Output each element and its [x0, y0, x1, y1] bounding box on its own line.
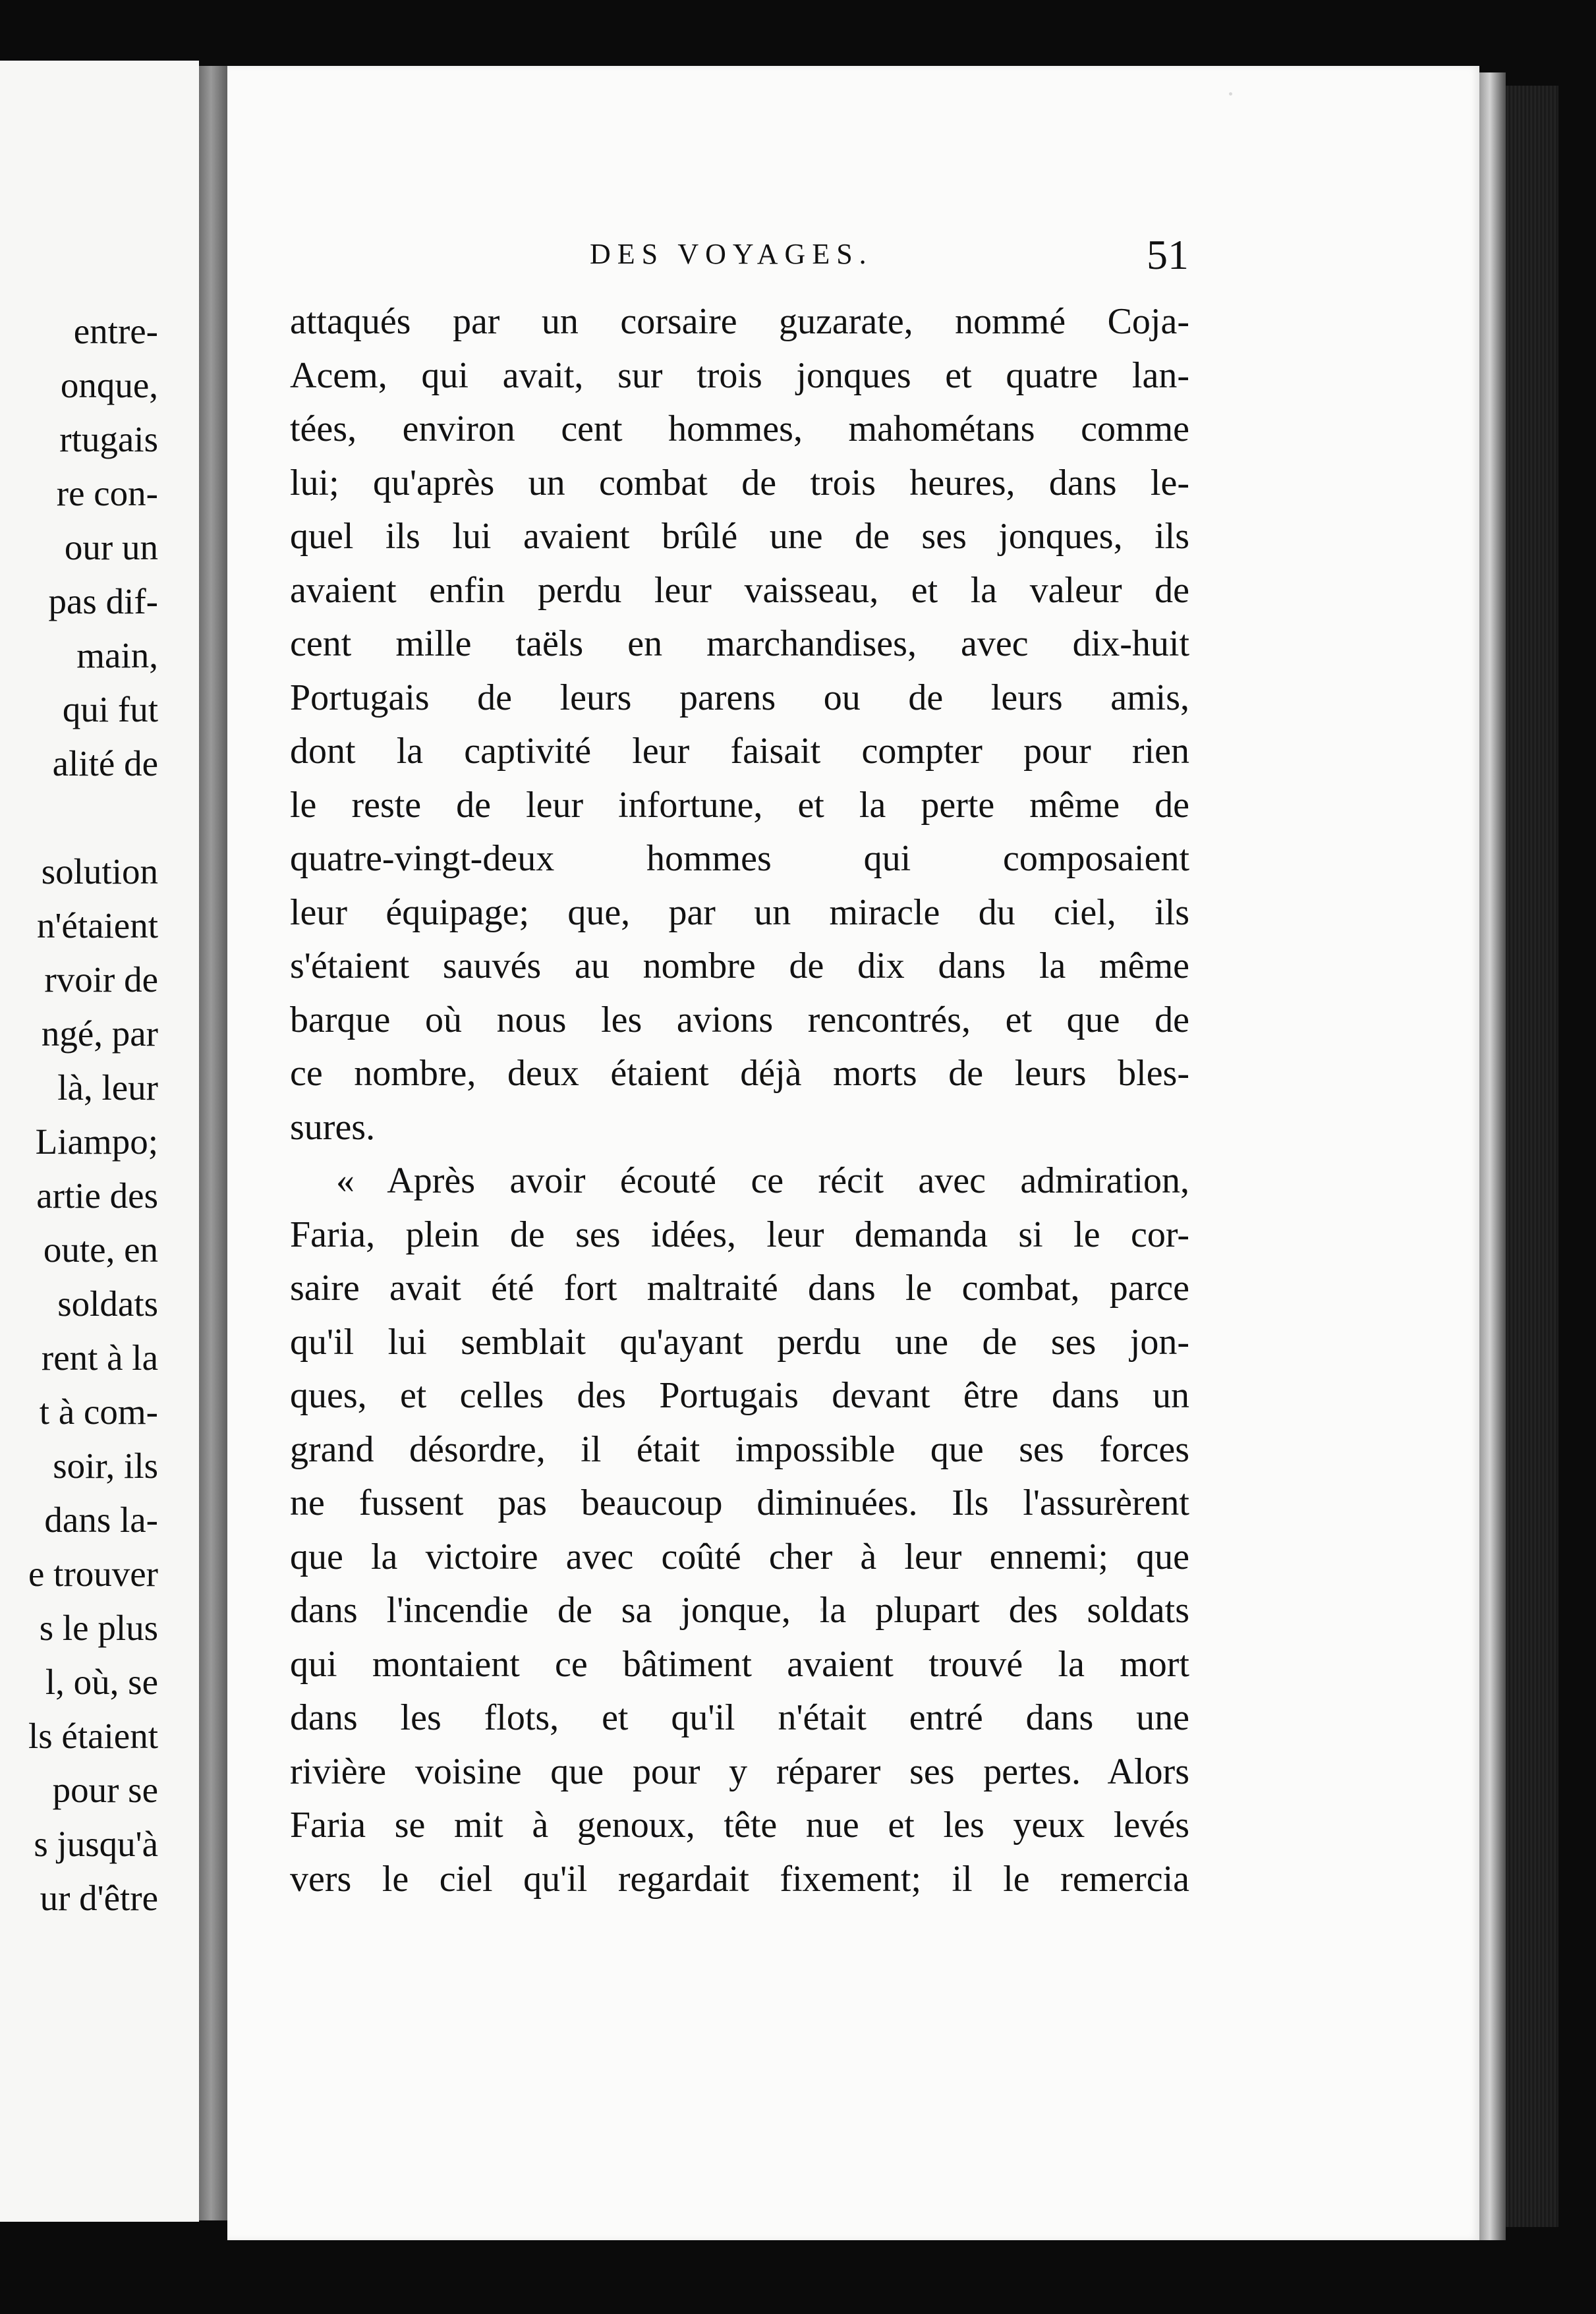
paper-speck [1229, 92, 1232, 96]
text-line: ce nombre, deux étaient déjà morts de leurs bles- [290, 1053, 1189, 1094]
text-line: qui fut [62, 689, 158, 729]
text-line: attaqués par un corsaire guzarate, nommé Coja- [290, 301, 1189, 342]
previous-page-fragment [0, 61, 199, 2222]
text-line: t à com- [39, 1392, 158, 1432]
text-line: quatre-vingt-deux hommes qui composaient [290, 838, 1189, 879]
text-line: n'étaient [37, 905, 158, 945]
text-line: là, leur [57, 1067, 158, 1108]
text-line: le reste de leur infortune, et la perte même de [290, 784, 1189, 826]
text-line: qui montaient ce bâtiment avaient trouvé la mort [290, 1643, 1189, 1685]
text-line: soir, ils [53, 1446, 158, 1486]
text-line: oute, en [43, 1229, 158, 1270]
page-body-text [290, 295, 1189, 1906]
text-line: our un [64, 527, 158, 567]
text-line: barque où nous les avions rencontrés, et que de [290, 999, 1189, 1040]
text-line: l, où, se [45, 1662, 158, 1702]
text-line: lui; qu'après un combat de trois heures, dans le- [290, 462, 1189, 503]
text-line: Acem, qui avait, sur trois jonques et quatre lan- [290, 354, 1189, 396]
previous-page-text [28, 304, 158, 1925]
text-line: dans les flots, et qu'il n'était entré dans une [290, 1697, 1189, 1738]
text-line: ne fussent pas beaucoup diminuées. Ils l'assurèrent [290, 1482, 1189, 1523]
text-line: dont la captivité leur faisait compter pour rien [290, 731, 1189, 772]
text-line: s le plus [39, 1608, 158, 1648]
text-line: rvoir de [44, 959, 158, 1000]
text-line: pour se [52, 1770, 158, 1810]
text-line: quel ils lui avaient brûlé une de ses jonques, ils [290, 516, 1189, 557]
text-line: onque, [60, 365, 158, 405]
text-line: saire avait été fort maltraité dans le combat, parce [290, 1268, 1189, 1309]
running-head: DES VOYAGES. [590, 238, 873, 270]
text-line: pas dif- [48, 581, 158, 621]
text-line: « Après avoir écouté ce récit avec admiration, [336, 1160, 1189, 1201]
text-line: ls étaient [28, 1716, 158, 1756]
text-line: Liampo; [35, 1121, 158, 1162]
text-line: avaient enfin perdu leur vaisseau, et la valeur de [290, 569, 1189, 611]
text-line: rent à la [41, 1338, 158, 1378]
text-line: dans l'incendie de sa jonque, la plupart des soldats [290, 1590, 1189, 1631]
text-line: artie des [36, 1175, 158, 1216]
text-line: main, [76, 635, 158, 675]
page-edge [1479, 72, 1506, 2240]
text-line: e trouver [28, 1554, 158, 1594]
text-line: s'étaient sauvés au nombre de dix dans la même [290, 945, 1189, 986]
text-line: soldats [57, 1284, 158, 1324]
text-line: vers le ciel qu'il regardait fixement; il le remercia [290, 1858, 1189, 1900]
text-line: entre- [73, 311, 158, 351]
text-line: tées, environ cent hommes, mahométans comme [290, 409, 1189, 449]
text-line: grand désordre, il était impossible que ses forces [290, 1428, 1189, 1470]
text-line: alité de [52, 743, 158, 783]
text-line: re con- [56, 473, 158, 513]
text-line: s jusqu'à [34, 1824, 158, 1864]
text-line: cent mille taëls en marchandises, avec dix-huit [290, 623, 1189, 664]
page-number: 51 [1147, 231, 1189, 278]
book-edge [1506, 86, 1558, 2227]
text-line: Faria, plein de ses idées, leur demanda si le cor- [290, 1214, 1189, 1255]
text-line: Faria se mit à genoux, tête nue et les yeux levés [290, 1805, 1189, 1846]
text-line: sures. [290, 1106, 376, 1148]
text-line: solution [41, 851, 158, 891]
text-line: ques, et celles des Portugais devant être dans un [290, 1375, 1189, 1416]
text-line: rivière voisine que pour y réparer ses pertes. Alors [290, 1751, 1189, 1792]
text-line: leur équipage; que, par un miracle du ciel, ils [290, 891, 1189, 933]
text-line: rtugais [59, 419, 158, 459]
text-line: dans la- [44, 1500, 158, 1540]
text-line: que la victoire avec coûté cher à leur ennemi; que [290, 1536, 1189, 1577]
text-line: ur d'être [40, 1878, 158, 1918]
text-line: qu'il lui semblait qu'ayant perdu une de ses jon- [290, 1321, 1189, 1363]
text-line: ngé, par [41, 1013, 158, 1054]
text-line: Portugais de leurs parens ou de leurs amis, [290, 677, 1189, 718]
paragraph-break [28, 791, 158, 845]
